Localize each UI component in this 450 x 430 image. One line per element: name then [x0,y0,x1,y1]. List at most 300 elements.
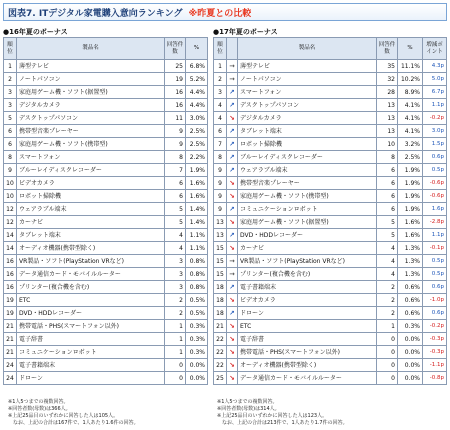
table-row [4,138,208,151]
table-row [214,216,447,229]
pct-cell: 0.0% [398,359,423,372]
count-cell: 4 [165,229,186,242]
trend-cell [227,203,238,216]
trend-cell [227,268,238,281]
header-trend [227,38,238,60]
product-name-cell: データ通信カード・モバイルルーター [17,268,165,281]
rank-cell: 21 [4,320,17,333]
product-name-cell: ノートパソコン [238,73,377,86]
table-row [214,268,447,281]
rank-cell: 19 [4,307,17,320]
table-row [214,99,447,112]
rank-cell: 15 [214,255,227,268]
count-cell: 2 [165,294,186,307]
table-row [4,372,208,385]
rank-cell: 7 [214,138,227,151]
product-name-cell: ビデオカメラ [17,177,165,190]
product-name-cell: 家庭用ゲーム機・ソフト(携帯型) [17,138,165,151]
header-pct: % [186,38,208,60]
change-cell: -1.0p [423,294,447,307]
trend-cell [227,86,238,99]
arrow-right-icon: → [229,61,235,70]
arrow-up-right-icon: ↗ [229,282,235,291]
rank-cell: 13 [214,216,227,229]
product-name-cell: 薄型テレビ [17,60,165,73]
rank-cell: 2 [4,73,17,86]
change-cell: 1.1p [423,99,447,112]
arrow-down-right-icon: ↘ [229,321,235,330]
rank-cell: 12 [4,203,17,216]
trend-cell [227,372,238,385]
rank-cell: 16 [4,268,17,281]
table-row [4,190,208,203]
pct-cell: 1.1% [186,229,208,242]
product-name-cell: DVD・HDDレコーダー [17,307,165,320]
pct-cell: 6.8% [186,60,208,73]
table-row [214,73,447,86]
table-row [4,255,208,268]
count-cell: 6 [377,164,398,177]
change-cell: -0.3p [423,333,447,346]
pct-cell: 2.2% [186,151,208,164]
count-cell: 28 [377,86,398,99]
pct-cell: 1.9% [186,164,208,177]
arrow-up-right-icon: ↗ [229,100,235,109]
pct-cell: 0.3% [186,320,208,333]
change-cell: 0.6p [423,281,447,294]
change-cell: 3.0p [423,125,447,138]
product-name-cell: ブルーレイディスクレコーダー [238,151,377,164]
count-cell: 7 [165,164,186,177]
arrow-right-icon: → [229,74,235,83]
trend-cell [227,177,238,190]
pct-cell: 1.9% [398,177,423,190]
count-cell: 6 [377,177,398,190]
change-cell: 1.6p [423,203,447,216]
change-cell: -2.8p [423,216,447,229]
rank-cell: 3 [214,86,227,99]
pct-cell: 2.5% [186,138,208,151]
rank-cell: 16 [4,281,17,294]
table-row [4,164,208,177]
product-name-cell: ビデオカメラ [238,294,377,307]
count-cell: 1 [377,320,398,333]
pct-cell: 0.3% [186,333,208,346]
product-name-cell: 電子辞書 [238,333,377,346]
change-cell: 4.3p [423,60,447,73]
header-pct: % [398,38,423,60]
pct-cell: 0.0% [398,372,423,385]
product-name-cell: デスクトップパソコン [17,112,165,125]
arrow-up-right-icon: ↗ [229,204,235,213]
arrow-right-icon: → [229,269,235,278]
rank-cell: 25 [214,372,227,385]
rank-cell: 15 [214,268,227,281]
table-row [4,229,208,242]
pct-cell: 4.4% [186,86,208,99]
count-cell: 0 [377,346,398,359]
trend-cell [227,112,238,125]
table-row [214,138,447,151]
header-product: 製品名 [238,38,377,60]
arrow-down-right-icon: ↘ [229,191,235,200]
product-name-cell: VR製品・ソフト(PlayStation VRなど) [238,255,377,268]
arrow-right-icon: → [229,256,235,265]
rank-cell: 2 [214,73,227,86]
product-name-cell: 携帯型音楽プレーヤー [238,177,377,190]
change-cell: 1.1p [423,229,447,242]
rank-cell: 9 [214,190,227,203]
trend-cell [227,320,238,333]
rank-cell: 4 [214,99,227,112]
change-cell: -0.3p [423,346,447,359]
pct-cell: 1.6% [186,177,208,190]
rank-cell: 14 [4,229,17,242]
footnote-line: ※上記25品目のいずれかに回答した人は105人。 [8,413,119,419]
count-cell: 4 [377,255,398,268]
count-cell: 2 [377,294,398,307]
pct-cell: 0.8% [186,268,208,281]
table-row [214,112,447,125]
count-cell: 5 [377,216,398,229]
pct-cell: 0.6% [398,281,423,294]
arrow-down-right-icon: ↘ [229,243,235,252]
pct-cell: 0.5% [186,307,208,320]
footnote-line: なお、上記の合計は213件で、1人あたり1.7件の回答。 [217,420,348,426]
count-cell: 25 [165,60,186,73]
count-cell: 0 [377,333,398,346]
count-cell: 10 [377,138,398,151]
change-cell: 6.7p [423,86,447,99]
footnote-line: なお、上記の合計は167件で、1人あたり1.6件の回答。 [8,420,139,426]
product-name-cell: 電子書籍端末 [17,359,165,372]
change-cell: 0.5p [423,268,447,281]
arrow-up-right-icon: ↗ [229,87,235,96]
pct-cell: 1.9% [398,164,423,177]
arrow-down-right-icon: ↘ [229,178,235,187]
count-cell: 0 [377,359,398,372]
count-cell: 4 [377,268,398,281]
footnote-line: ※1人5つまでの複数回答。 [217,399,278,405]
product-name-cell: 家庭用ゲーム機・ソフト(携帯型) [238,190,377,203]
pct-cell: 4.1% [398,99,423,112]
arrow-down-right-icon: ↘ [229,113,235,122]
pct-cell: 3.0% [186,112,208,125]
table-row [4,268,208,281]
trend-cell [227,190,238,203]
pct-cell: 1.3% [398,255,423,268]
product-name-cell: VR製品・ソフト(PlayStation VRなど) [17,255,165,268]
table-row [214,203,447,216]
product-name-cell: 家庭用ゲーム機・ソフト(据置型) [238,216,377,229]
rank-cell: 5 [4,112,17,125]
rank-cell: 9 [214,164,227,177]
rank-cell: 13 [214,229,227,242]
table-row [214,229,447,242]
ranking-2017-panel [213,27,447,385]
pct-cell: 10.2% [398,73,423,86]
footnote-line: ※1人5つまでの複数回答。 [8,399,69,405]
table-header-row [214,38,447,60]
arrow-down-right-icon: ↘ [229,217,235,226]
change-cell: 0.5p [423,164,447,177]
ranking-table-2016-body [4,60,208,385]
change-cell: -0.6p [423,177,447,190]
pct-cell: 0.6% [398,307,423,320]
table-row [4,242,208,255]
table-row [214,125,447,138]
product-name-cell: ウェアラブル端末 [238,164,377,177]
count-cell: 16 [165,99,186,112]
count-cell: 9 [165,125,186,138]
count-cell: 3 [165,268,186,281]
table-row [214,151,447,164]
pct-cell: 4.1% [398,125,423,138]
arrow-up-right-icon: ↗ [229,230,235,239]
product-name-cell: カーナビ [238,242,377,255]
product-name-cell: デスクトップパソコン [238,99,377,112]
rank-cell: 14 [4,242,17,255]
ranking-table-2016 [3,37,208,385]
pct-cell: 2.5% [186,125,208,138]
arrow-up-right-icon: ↗ [229,308,235,317]
count-cell: 11 [165,112,186,125]
product-name-cell: プリンター(複合機を含む) [17,281,165,294]
change-cell: 0.6p [423,307,447,320]
table-row [214,255,447,268]
rank-cell: 22 [214,359,227,372]
count-cell: 1 [165,333,186,346]
count-cell: 5 [165,216,186,229]
rank-cell: 24 [4,372,17,385]
product-name-cell: ロボット掃除機 [238,138,377,151]
table-row [4,60,208,73]
pct-cell: 0.8% [186,255,208,268]
table-row [214,164,447,177]
count-cell: 6 [165,177,186,190]
change-cell: -0.8p [423,372,447,385]
product-name-cell: ロボット掃除機 [17,190,165,203]
table-row [214,333,447,346]
trend-cell [227,242,238,255]
rank-cell: 18 [214,294,227,307]
product-name-cell: プリンター(複合機を含む) [238,268,377,281]
trend-cell [227,73,238,86]
table-row [4,99,208,112]
arrow-down-right-icon: ↘ [229,347,235,356]
ranking-2016-panel [3,27,208,385]
pct-cell: 3.2% [398,138,423,151]
table-row [214,294,447,307]
rank-cell: 21 [4,333,17,346]
change-cell: -0.1p [423,242,447,255]
table-row [4,125,208,138]
count-cell: 1 [165,320,186,333]
arrow-down-right-icon: ↘ [229,373,235,382]
rank-cell: 6 [4,125,17,138]
ranking-table-2017 [213,37,447,385]
pct-cell: 0.0% [398,346,423,359]
table-row [4,346,208,359]
rank-cell: 1 [214,60,227,73]
count-cell: 8 [377,151,398,164]
pct-cell: 0.6% [398,294,423,307]
count-cell: 3 [165,281,186,294]
table-row [4,177,208,190]
product-name-cell: ドローン [238,307,377,320]
count-cell: 9 [165,138,186,151]
product-name-cell: 薄型テレビ [238,60,377,73]
trend-cell [227,164,238,177]
rank-cell: 6 [214,125,227,138]
trend-cell [227,125,238,138]
count-cell: 16 [165,86,186,99]
trend-cell [227,359,238,372]
product-name-cell: オーディオ機器(携帯型除く) [238,359,377,372]
table-row [214,190,447,203]
product-name-cell: ノートパソコン [17,73,165,86]
count-cell: 5 [377,229,398,242]
trend-cell [227,255,238,268]
header-count: 回答件数 [377,38,398,60]
count-cell: 2 [377,307,398,320]
product-name-cell: スマートフォン [238,86,377,99]
count-cell: 0 [165,359,186,372]
product-name-cell: ウェアラブル端末 [17,203,165,216]
trend-cell [227,151,238,164]
trend-cell [227,294,238,307]
pct-cell: 5.2% [186,73,208,86]
table-row [4,112,208,125]
figure-title-note: ※昨夏との比較 [188,8,252,19]
pct-cell: 1.6% [186,190,208,203]
arrow-up-right-icon: ↗ [229,126,235,135]
footnote-line: ※回答者数(母数)は314人。 [217,406,280,412]
trend-cell [227,307,238,320]
arrow-up-right-icon: ↗ [229,152,235,161]
pct-cell: 11.1% [398,60,423,73]
rank-cell: 12 [4,216,17,229]
change-cell: 0.5p [423,255,447,268]
rank-cell: 1 [4,60,17,73]
product-name-cell: タブレット端末 [17,229,165,242]
table-row [4,281,208,294]
trend-cell [227,281,238,294]
change-cell: -1.1p [423,359,447,372]
trend-cell [227,229,238,242]
rank-cell: 22 [214,346,227,359]
pct-cell: 1.4% [186,216,208,229]
change-cell: 1.5p [423,138,447,151]
pct-cell: 0.0% [186,359,208,372]
rank-cell: 10 [4,190,17,203]
count-cell: 1 [165,346,186,359]
rank-cell: 15 [214,242,227,255]
pct-cell: 0.0% [186,372,208,385]
footnotes-2016 [8,399,139,427]
rank-cell: 3 [4,99,17,112]
pct-cell: 8.9% [398,86,423,99]
pct-cell: 0.3% [398,320,423,333]
rank-cell: 9 [214,203,227,216]
trend-cell [227,99,238,112]
rank-cell: 10 [4,177,17,190]
table-row [214,281,447,294]
rank-cell: 19 [4,294,17,307]
count-cell: 4 [165,242,186,255]
count-cell: 6 [377,190,398,203]
pct-cell: 1.9% [398,203,423,216]
header-rank: 順位 [4,38,17,60]
product-name-cell: 家庭用ゲーム機・ソフト(据置型) [17,86,165,99]
count-cell: 2 [165,307,186,320]
pct-cell: 1.1% [186,242,208,255]
rank-cell: 22 [214,333,227,346]
table-row [4,320,208,333]
table-row [4,203,208,216]
trend-cell [227,333,238,346]
header-count: 回答件数 [165,38,186,60]
product-name-cell: デジタルカメラ [238,112,377,125]
product-name-cell: コミュニケーションロボット [17,346,165,359]
product-name-cell: タブレット端末 [238,125,377,138]
pct-cell: 1.6% [398,229,423,242]
change-cell: -0.6p [423,190,447,203]
pct-cell: 0.8% [186,281,208,294]
trend-cell [227,60,238,73]
header-rank: 順位 [214,38,227,60]
pct-cell: 0.5% [186,294,208,307]
rank-cell: 6 [4,138,17,151]
count-cell: 13 [377,99,398,112]
header-change: 増減ポイント [423,38,447,60]
table-header-row [4,38,208,60]
count-cell: 13 [377,125,398,138]
rank-cell: 8 [4,151,17,164]
arrow-down-right-icon: ↘ [229,295,235,304]
table-row [4,307,208,320]
pct-cell: 4.1% [398,112,423,125]
panel-title-2016: ●16年夏のボーナス [3,28,68,36]
table-row [214,320,447,333]
pct-cell: 0.0% [398,333,423,346]
pct-cell: 4.4% [186,99,208,112]
count-cell: 32 [377,73,398,86]
count-cell: 5 [165,203,186,216]
count-cell: 2 [377,281,398,294]
trend-cell [227,138,238,151]
product-name-cell: 携帯電話・PHS(スマートフォン以外) [17,320,165,333]
count-cell: 35 [377,60,398,73]
table-row [4,216,208,229]
figure-title: 図表7. ITデジタル家電購入意向ランキング [8,8,183,19]
product-name-cell: 電子書籍端末 [238,281,377,294]
footnotes-2017 [217,399,348,427]
table-row [214,346,447,359]
table-row [214,359,447,372]
pct-cell: 0.3% [186,346,208,359]
table-row [214,60,447,73]
arrow-up-right-icon: ↗ [229,165,235,174]
table-row [4,73,208,86]
product-name-cell: 電子辞書 [17,333,165,346]
arrow-up-right-icon: ↗ [229,139,235,148]
rank-cell: 16 [4,255,17,268]
product-name-cell: ETC [238,320,377,333]
count-cell: 0 [165,372,186,385]
change-cell: 0.6p [423,151,447,164]
count-cell: 19 [165,73,186,86]
